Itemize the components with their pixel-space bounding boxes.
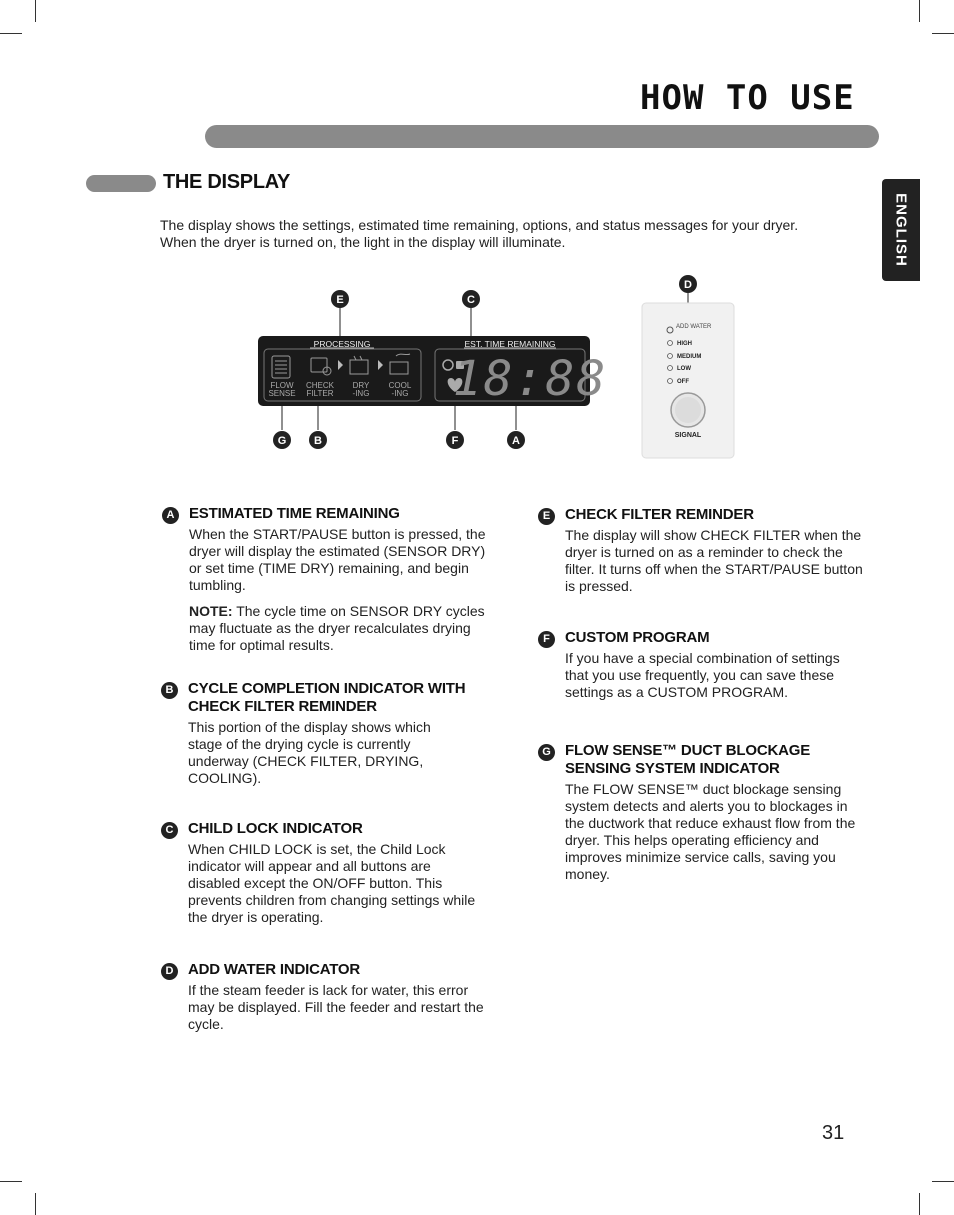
callout-c: C xyxy=(467,294,475,306)
add-water-label: ADD WATER xyxy=(676,324,712,330)
header-bar xyxy=(205,125,879,148)
language-tab-label: ENGLISH xyxy=(892,193,910,267)
signal-label: SIGNAL xyxy=(674,432,702,439)
item-cycle-completion-indicator xyxy=(165,680,488,787)
note-label: NOTE: xyxy=(189,603,233,619)
item-letter-badge: C xyxy=(161,822,178,839)
item-letter-badge: B xyxy=(161,682,178,699)
section-intro: The display shows the settings, estimated time remaining, options, and status messages for your dryer. When the dryer is turned on, the light in the display will illuminate. xyxy=(160,217,799,250)
item-child-lock-indicator xyxy=(165,820,478,926)
section-title: THE DISPLAY xyxy=(163,171,291,193)
crop-mark xyxy=(35,0,36,22)
note-text: The cycle time on SENSOR DRY cycles may fluctuate as the dryer recalculates drying time for optimal results. xyxy=(189,603,485,653)
stage-cool-ing: -ING xyxy=(391,389,409,398)
item-title: FLOW SENSE™ DUCT BLOCKAGE SENSING SYSTEM INDICATOR xyxy=(565,742,810,777)
section-pill xyxy=(86,175,156,192)
crop-mark xyxy=(932,1181,954,1182)
item-title: CUSTOM PROGRAM xyxy=(565,629,710,646)
stage-check: CHECK xyxy=(305,381,335,390)
crop-mark xyxy=(35,1193,36,1215)
callout-e: E xyxy=(336,294,344,306)
stage-cool: COOL xyxy=(388,381,412,390)
item-letter-badge: D xyxy=(161,963,178,980)
item-note xyxy=(189,603,489,654)
item-letter-badge: F xyxy=(538,631,555,648)
crop-mark xyxy=(0,1181,22,1182)
page-number: 31 xyxy=(822,1122,845,1144)
item-title: ADD WATER INDICATOR xyxy=(188,961,361,978)
item-letter-badge: E xyxy=(538,508,555,525)
stage-flow: FLOW xyxy=(270,381,294,390)
stage-dry: DRY xyxy=(352,381,370,390)
item-body: When the START/PAUSE button is pressed, the dryer will display the estimated (SENSOR DRY) or set time (TIME DRY) remaining, and begin tumbling. xyxy=(189,526,486,593)
display-diagram xyxy=(250,270,750,470)
crop-mark xyxy=(932,33,954,34)
stage-dry-ing: -ING xyxy=(352,389,370,398)
item-letter-badge: G xyxy=(538,744,555,761)
callout-b: B xyxy=(314,435,322,447)
item-body: If the steam feeder is lack for water, this error may be displayed. Fill the feeder and restart the cycle. xyxy=(188,982,484,1032)
time-remaining-label: EST. TIME REMAINING xyxy=(464,339,556,349)
item-title: CHECK FILTER REMINDER xyxy=(565,506,754,523)
stage-sense: SENSE xyxy=(268,389,296,398)
language-tab xyxy=(882,179,920,281)
callout-f: F xyxy=(451,435,459,447)
item-body: This portion of the display shows which stage of the drying cycle is currently underway (CHECK FILTER, DRYING, COOLING). xyxy=(188,719,431,786)
option-low: LOW xyxy=(677,366,691,372)
callout-g: G xyxy=(277,435,287,447)
item-title: CYCLE COMPLETION INDICATOR WITH CHECK FILTER REMINDER xyxy=(188,680,466,715)
item-body: When CHILD LOCK is set, the Child Lock indicator will appear and all buttons are disabled except the ON/OFF button. This prevents children from changing settings while the dryer is operating. xyxy=(188,841,476,925)
item-body: The FLOW SENSE™ duct blockage sensing system detects and alerts you to blockages in the ductwork that reduce exhaust flow from the dryer. This helps operating efficiency and improves minimize service calls, saving you money. xyxy=(565,781,856,882)
option-high: HIGH xyxy=(677,341,692,347)
crop-mark xyxy=(0,33,22,34)
item-title: CHILD LOCK INDICATOR xyxy=(188,820,363,837)
callout-a: A xyxy=(512,435,520,447)
processing-label: PROCESSING xyxy=(313,339,371,349)
item-custom-program xyxy=(543,629,865,701)
page-header-title: HOW TO USE xyxy=(640,78,855,118)
item-body: The display will show CHECK FILTER when the dryer is turned on as a reminder to check the filter. It turns off when the START/PAUSE button is pressed. xyxy=(565,527,863,594)
item-body: If you have a special combination of settings that you use frequently, you can save these settings as a CUSTOM PROGRAM. xyxy=(565,650,840,700)
item-letter-badge: A xyxy=(162,507,179,524)
crop-mark xyxy=(919,1193,920,1215)
callout-d: D xyxy=(684,279,692,291)
stage-filter: FILTER xyxy=(306,389,334,398)
crop-mark xyxy=(919,0,920,22)
item-title: ESTIMATED TIME REMAINING xyxy=(189,505,400,522)
time-digits: 18:88 xyxy=(452,351,608,407)
option-off: OFF xyxy=(677,379,689,385)
item-flow-sense-indicator xyxy=(542,742,865,883)
item-check-filter-reminder xyxy=(542,506,865,595)
option-medium: MEDIUM xyxy=(677,354,702,360)
item-estimated-time-remaining xyxy=(166,505,489,654)
item-add-water-indicator xyxy=(165,961,488,1033)
